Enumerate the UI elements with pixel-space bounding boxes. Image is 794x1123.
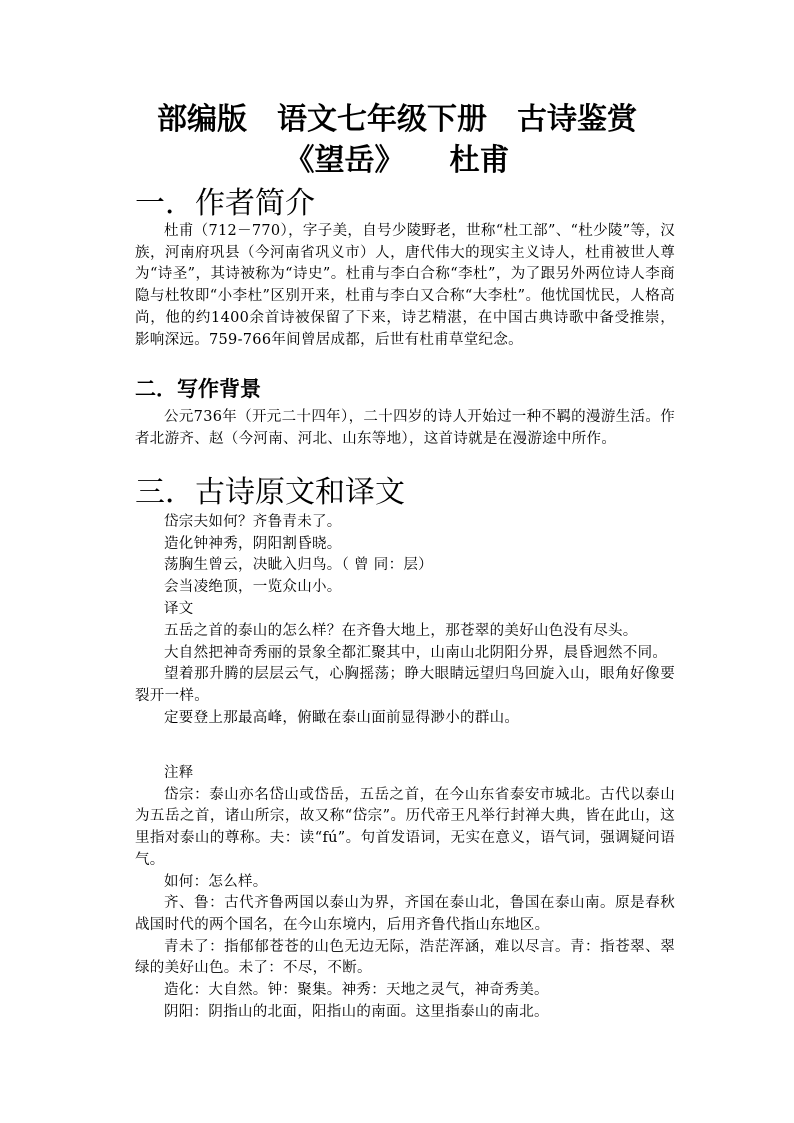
poem-line: 造化钟神秀，阴阳割昏晓。 (164, 535, 342, 552)
note-item: 阴阳：阴指山的北面，阳指山的南面。这里指泰山的南北。 (164, 1003, 549, 1020)
author-intro-paragraph: 杜甫（712－770），字子美，自号少陵野老，世称“杜工部”、“杜少陵”等，汉族，河南府巩县（今河南省巩义市）人，唐代伟大的现实主义诗人，杜甫被世人尊为“诗圣”，其诗被称为“诗史”。杜甫与李白合称“李杜”，为了跟另外两位诗人李商隐与杜牧即“小李杜”区别开来，杜甫与李白又合称“大李杜”。他忧国忧民，人格高尚，他的约1400余首诗被保留了下来，诗艺精湛，在中国古典诗歌中备受推崇，影响深远。759-766年间曾居成都，后世有杜甫草堂纪念。 (135, 223, 675, 348)
note-item: 造化：大自然。钟：聚集。神秀：天地之灵气，神奇秀美。 (164, 982, 549, 999)
notes-label: 注释 (164, 765, 194, 781)
background-section (135, 407, 675, 450)
section-heading-poem-translation: 三．古诗原文和译文 (135, 475, 405, 510)
poem-line: 荡胸生曾云，决眦入归鸟。（ 曾 同：层） (164, 557, 433, 574)
background-paragraph: 公元736年（开元二十四年），二十四岁的诗人开始过一种不羁的漫游生活。作者北游齐、赵（今河南、河北、山东等地），这首诗就是在漫游途中所作。 (135, 409, 675, 447)
note-item: 青未了：指郁郁苍苍的山色无边无际，浩茫浑涵，难以尽言。青：指苍翠、翠绿的美好山色。未了：不尽，不断。 (135, 938, 675, 977)
author-intro-section (135, 221, 675, 351)
poem-title-author: 《望岳》 杜甫 (284, 143, 510, 178)
section-heading-author-intro: 一．作者简介 (135, 186, 315, 221)
translation-line: 定要登上那最高峰，俯瞰在泰山面前显得渺小的群山。 (164, 709, 520, 726)
translation-line: 五岳之首的泰山的怎么样？在齐鲁大地上，那苍翠的美好山色没有尽头。 (164, 623, 638, 639)
poem-original (164, 512, 684, 621)
note-item: 如何：怎么样。 (164, 873, 268, 890)
translation-label: 译文 (164, 600, 194, 617)
translation-line: 望着那升腾的层层云气，心胸摇荡；睁大眼睛远望归鸟回旋入山，眼角好像要裂开一样。 (135, 666, 675, 705)
section-heading-background: 二．写作背景 (135, 376, 261, 401)
note-item: 岱宗：泰山亦名岱山或岱岳，五岳之首，在今山东省泰安市城北。古代以泰山为五岳之首，诸山所宗，故又称“岱宗”。历代帝王凡举行封禅大典，皆在此山，这里指对泰山的尊称。夫：读“fú”。句首发语词，无实在意义，语气词，强调疑问语气。 (135, 786, 675, 868)
poem-line: 会当凌绝顶，一览众山小。 (164, 579, 342, 596)
translation-section (135, 621, 675, 730)
document-title: 部编版 语文七年级下册 古诗鉴赏 (157, 102, 637, 137)
notes-section (135, 763, 675, 1023)
translation-line: 大自然把神奇秀丽的景象全都汇聚其中，山南山北阴阳分界，晨昏迥然不同。 (164, 644, 668, 661)
note-item: 齐、鲁：古代齐鲁两国以泰山为界，齐国在泰山北，鲁国在泰山南。原是春秋战国时代的两个国名，在今山东境内，后用齐鲁代指山东地区。 (135, 895, 675, 933)
poem-line: 岱宗夫如何？齐鲁青未了。 (164, 514, 342, 530)
